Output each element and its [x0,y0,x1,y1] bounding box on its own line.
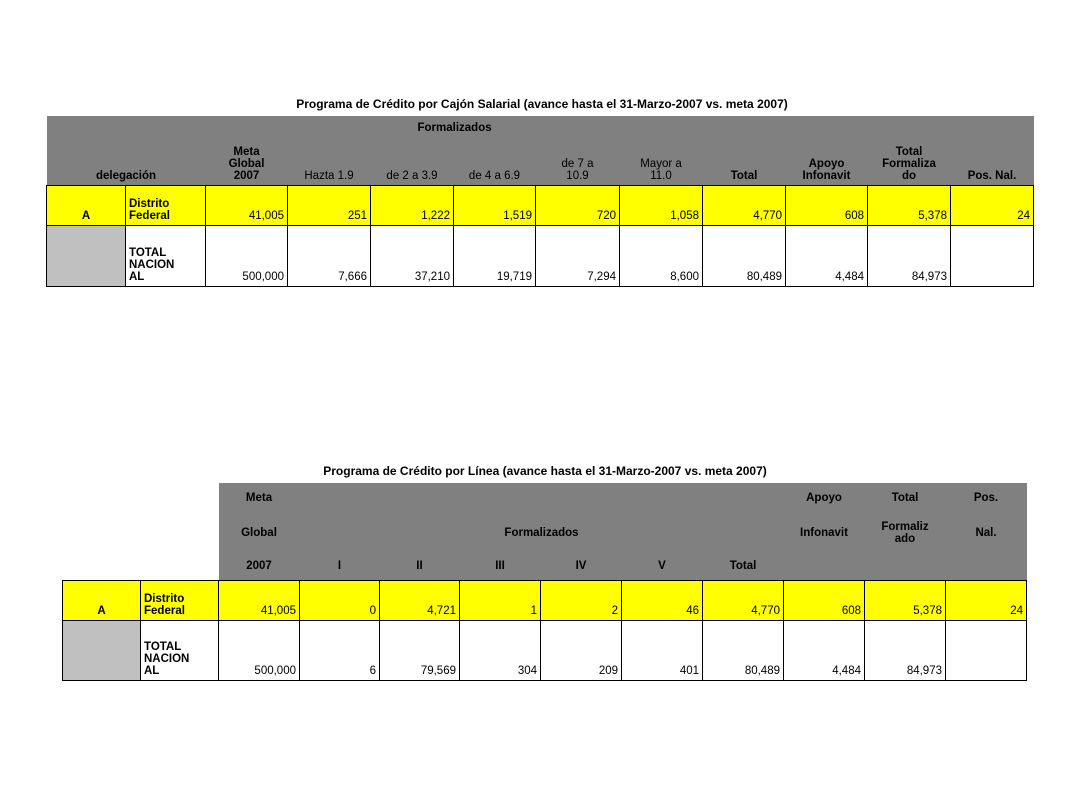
row-c1: 251 [288,185,371,225]
row-name: TOTAL NACION AL [141,620,219,680]
header-spacer [300,483,784,513]
row-total-formalizado: 5,378 [868,185,951,225]
row-c3: 19,719 [454,225,536,286]
header-pos: Pos. [946,483,1027,513]
row-meta: 500,000 [206,225,288,286]
header-nal: Nal. [946,513,1027,553]
row-apoyo: 4,484 [786,225,868,286]
row-c4: 7,294 [536,225,620,286]
table-row [47,225,1034,286]
row-l3: 1 [460,580,541,620]
table1-title: Programa de Crédito por Cajón Salarial (avance hasta el 31-Marzo-2007 vs. meta 2007) [296,97,788,111]
header-formalizados: Formalizados [300,513,784,553]
row-l5: 46 [622,580,703,620]
header-total: Total [703,116,786,185]
header-mayor-a-11: Mayor a 11.0 [620,116,703,185]
row-apoyo: 608 [786,185,868,225]
row-meta: 41,005 [206,185,288,225]
header-spacer [784,553,1027,580]
row-apoyo: 4,484 [784,620,865,680]
row-l4: 2 [541,580,622,620]
header-apoyo-infonavit: Apoyo Infonavit [786,116,868,185]
header-meta-global: Meta Global 2007 [206,116,288,185]
header-linea-i: I [300,553,380,580]
header-pos-nal: Pos. Nal. [951,116,1034,185]
row-l1: 6 [300,620,380,680]
row-l5: 401 [622,620,703,680]
header-meta: Meta [219,483,300,513]
row-total: 4,770 [703,580,784,620]
row-total: 80,489 [703,620,784,680]
table-row [63,580,1027,620]
row-l2: 4,721 [380,580,460,620]
header-de-2-a-3-9: de 2 a 3.9 [371,116,454,185]
header-de-7-a-10-9: de 7 a 10.9 [536,116,620,185]
row-code [47,225,126,286]
row-l1: 0 [300,580,380,620]
header-linea-v: V [622,553,703,580]
row-c2: 37,210 [371,225,454,286]
row-name: Distrito Federal [141,580,219,620]
row-total-formalizado: 84,973 [868,225,951,286]
header-linea-total: Total [703,553,784,580]
row-meta: 41,005 [219,580,300,620]
table-row [63,620,1027,680]
row-name: TOTAL NACION AL [126,225,206,286]
header-de-4-a-6-9: de 4 a 6.9 [454,116,536,185]
row-pos: 24 [946,580,1027,620]
header-formalizados: Formalizados [417,122,492,134]
row-c5: 8,600 [620,225,703,286]
header-apoyo: Apoyo [784,483,865,513]
row-total-formalizado: 84,973 [865,620,946,680]
row-code [63,620,141,680]
header-blank [63,553,219,580]
row-c1: 7,666 [288,225,371,286]
header-linea-iii: III [460,553,541,580]
row-pos [951,225,1034,286]
header-year: 2007 [219,553,300,580]
table-row [47,185,1034,225]
row-apoyo: 608 [784,580,865,620]
header-linea-ii: II [380,553,460,580]
cajon-salarial-table [46,116,1034,287]
row-l4: 209 [541,620,622,680]
row-total-formalizado: 5,378 [865,580,946,620]
header-blank [63,483,219,513]
row-c5: 1,058 [620,185,703,225]
table2-title: Programa de Crédito por Línea (avance hasta el 31-Marzo-2007 vs. meta 2007) [323,464,767,478]
header-hazta-1-9-label: Hazta 1.9 [304,169,354,182]
row-code: A [63,580,141,620]
header-total-formalizado: Total Formaliza do [868,116,951,185]
linea-table [62,483,1027,681]
header-infonavit: Infonavit [784,513,865,553]
header-formalizado: Formaliz ado [865,513,946,553]
row-meta: 500,000 [219,620,300,680]
row-name: Distrito Federal [126,185,206,225]
row-pos [946,620,1027,680]
row-total: 80,489 [703,225,786,286]
row-pos: 24 [951,185,1034,225]
row-l3: 304 [460,620,541,680]
row-code: A [47,185,126,225]
row-l2: 79,569 [380,620,460,680]
row-c4: 720 [536,185,620,225]
header-delegacion: delegación [47,116,206,185]
row-c3: 1,519 [454,185,536,225]
header-global: Global [219,513,300,553]
header-total: Total [865,483,946,513]
row-c2: 1,222 [371,185,454,225]
header-blank [63,513,219,553]
row-total: 4,770 [703,185,786,225]
header-linea-iv: IV [541,553,622,580]
